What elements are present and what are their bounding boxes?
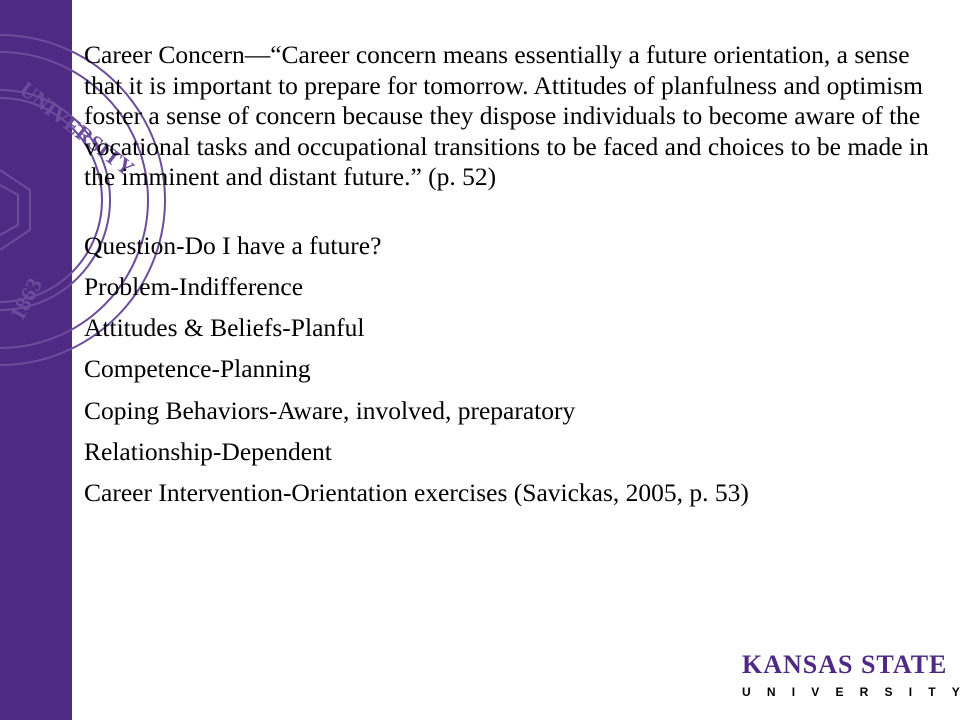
attribute-list xyxy=(84,230,944,522)
seal-year: 1863 xyxy=(4,273,48,325)
career-concern-paragraph: Career Concern—“Career concern means essentially a future orientation, a sense that it is important to prepare for tomorrow. Attitudes of planfulness and optimism foster a sense of concern because they dispose individuals to become aware of the vocational tasks and occupational transitions to be faced and choices to be made in the imminent and distant future.” (p. 52) xyxy=(84,40,929,191)
list-item-problem: Problem-Indifference xyxy=(84,271,304,301)
university-seal-sidebar xyxy=(0,0,140,720)
logo-subtitle: UNIVERSITY xyxy=(742,685,976,699)
list-item-competence: Competence-Planning xyxy=(84,354,311,384)
list-item-relationship: Relationship-Dependent xyxy=(84,436,332,466)
logo-wordmark: KANSAS STATE xyxy=(742,650,948,679)
list-item-coping: Coping Behaviors-Aware, involved, preparatory xyxy=(84,395,576,425)
seal-text: UNIVERSITY xyxy=(14,76,140,181)
list-item-attitudes: Attitudes & Beliefs-Planful xyxy=(84,313,365,343)
university-seal-watermark xyxy=(0,0,140,720)
list-item-intervention: Career Intervention-Orientation exercises (Savickas, 2005, p. 53) xyxy=(84,478,749,508)
kansas-state-logo xyxy=(742,650,976,703)
list-item-question: Question-Do I have a future? xyxy=(84,230,382,260)
slide-content xyxy=(84,40,944,522)
